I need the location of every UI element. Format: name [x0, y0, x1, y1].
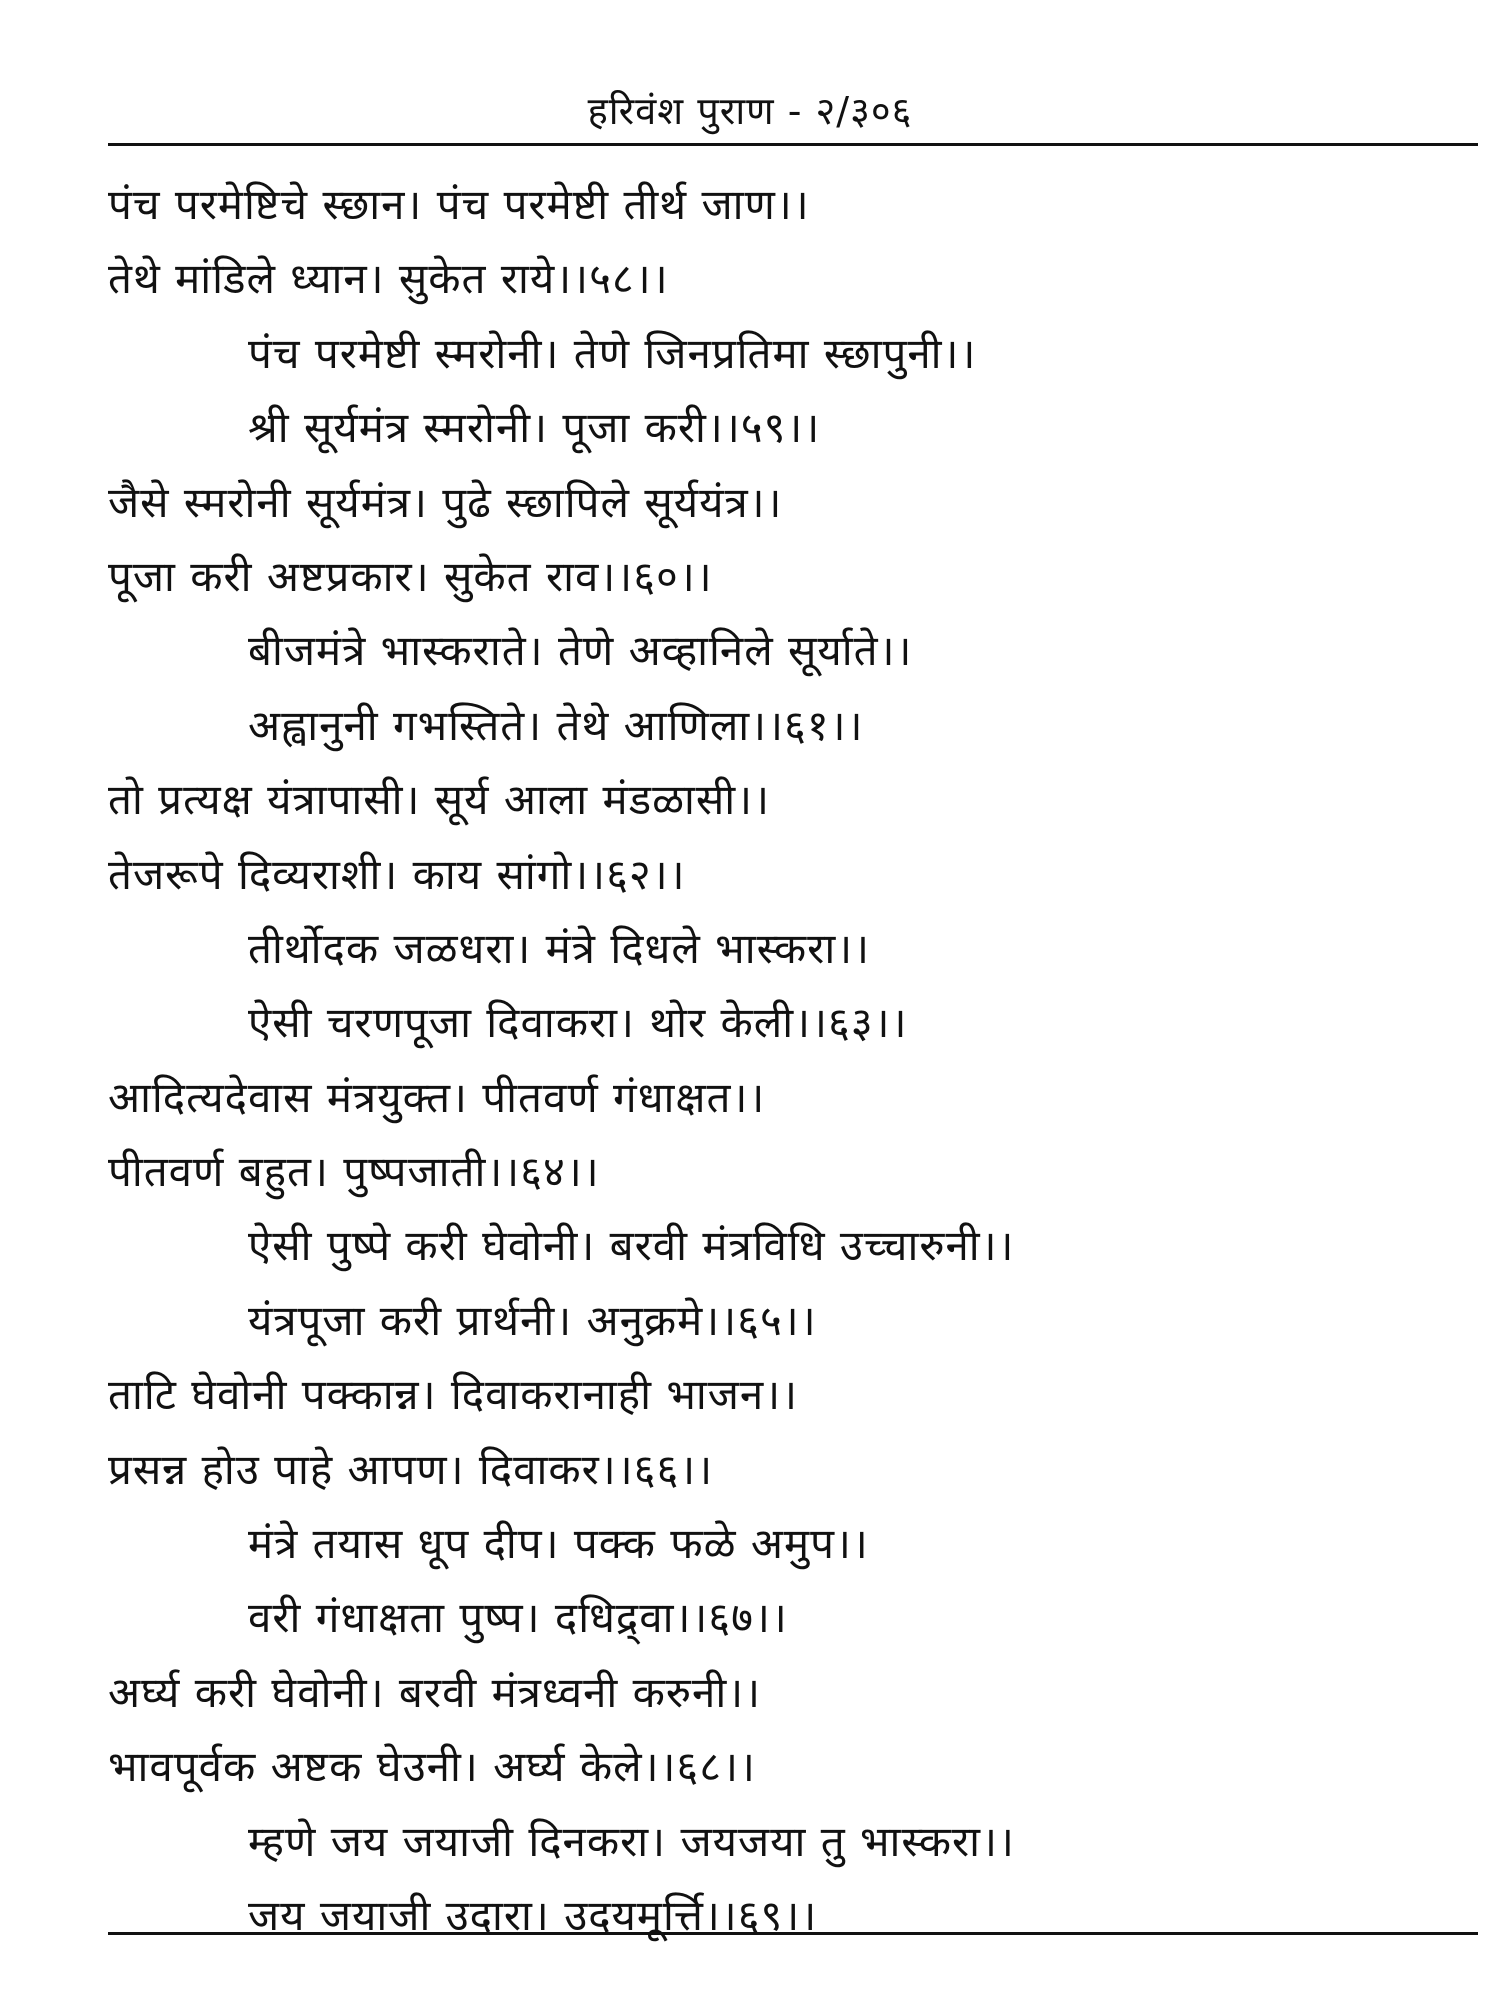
verse-line: ऐसी पुष्पे करी घेवोनी। बरवी मंत्रविधि उच्चारुनी।।: [248, 1221, 1015, 1271]
verse-line: बीजमंत्रे भास्कराते। तेणे अव्हानिले सूर्याते।।: [248, 626, 913, 676]
verse-line: ताटि घेवोनी पक्कान्न। दिवाकरानाही भाजन।।: [108, 1370, 799, 1420]
verse-line: श्री सूर्यमंत्र स्मरोनी। पूजा करी।।५९।।: [248, 403, 821, 453]
verse-line: भावपूर्वक अष्टक घेउनी। अर्घ्य केले।।६८।।: [108, 1742, 756, 1792]
verse-line: पंच परमेष्टिचे स्छान। पंच परमेष्टी तीर्थ जाण।।: [108, 180, 810, 229]
verse-line: ऐसी चरणपूजा दिवाकरा। थोर केली।।६३।।: [248, 998, 908, 1048]
verse-line: यंत्रपूजा करी प्रार्थनी। अनुक्रमे।।६५।।: [248, 1295, 817, 1345]
verse-list: [108, 168, 1468, 1953]
verse-line: जय जयाजी उदारा। उदयमूर्त्ति।।६९।।: [248, 1890, 818, 1940]
verse-line: आदित्यदेवास मंत्रयुक्त। पीतवर्ण गंधाक्षत।।: [108, 1072, 766, 1122]
verse-line: वरी गंधाक्षता पुष्प। दधिद्र्वा।।६७।।: [248, 1593, 788, 1643]
verse-line: म्हणे जय जयाजी दिनकरा। जयजया तु भास्करा।।: [248, 1816, 1015, 1866]
verse-line: मंत्रे तयास धूप दीप। पक्क फळे अमुप।।: [248, 1519, 869, 1569]
verse-line: जैसे स्मरोनी सूर्यमंत्र। पुढे स्छापिले सूर्ययंत्र।।: [108, 477, 783, 527]
verse-line: अह्वानुनी गभस्तिते। तेथे आणिला।।६१।।: [248, 700, 864, 750]
verse-line: पीतवर्ण बहुत। पुष्पजाती।।६४।।: [108, 1147, 600, 1197]
verse-line: पंच परमेष्टी स्मरोनी। तेणे जिनप्रतिमा स्छापुनी।।: [248, 328, 977, 378]
verse-line: अर्घ्य करी घेवोनी। बरवी मंत्रध्वनी करुनी।।: [108, 1667, 762, 1717]
verse-line: तीर्थोदक जळधरा। मंत्रे दिधले भास्करा।।: [248, 923, 871, 973]
verse-line: तेजरूपे दिव्यराशी। काय सांगो।।६२।।: [108, 849, 686, 899]
verse-line: तो प्रत्यक्ष यंत्रापासी। सूर्य आला मंडळासी।।: [108, 775, 770, 825]
page-header: हरिवंश पुराण - २/३०६: [587, 89, 913, 133]
verse-line: प्रसन्न होउ पाहे आपण। दिवाकर।।६६।।: [108, 1444, 714, 1494]
footer-rule: [108, 1932, 1478, 1935]
verse-line: तेथे मांडिले ध्यान। सुकेत राये।।५८।।: [108, 254, 669, 304]
header-rule: [108, 143, 1478, 146]
verse-line: पूजा करी अष्टप्रकार। सुकेत राव।।६०।।: [108, 551, 713, 601]
